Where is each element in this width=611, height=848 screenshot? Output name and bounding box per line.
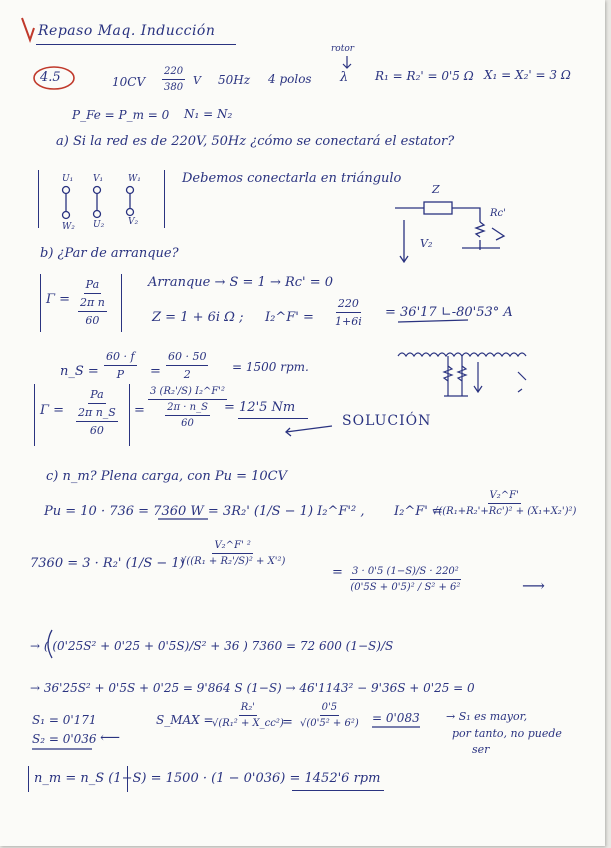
smax-numerator-2: 0'5	[320, 702, 339, 716]
i2-full-lhs: I₂^F' =	[394, 504, 443, 519]
ns-numerator-1: 60 · f	[104, 350, 137, 366]
pu-equation: Pu = 10 · 736 = 7360 W = 3R₂' (1/S − 1) I₂^F'² ,	[44, 504, 365, 519]
smax-lhs: S_MAX =	[156, 713, 214, 727]
ratio-denominator: 380	[164, 82, 184, 93]
ns-lhs: n_S =	[60, 364, 99, 379]
continue-arrow: ⟶	[522, 576, 545, 595]
i2-full-numerator: V₂^F'	[488, 490, 521, 504]
equals-sign-2: =	[134, 403, 145, 418]
smax-denominator-2: √(0'5² + 6²)	[300, 718, 359, 729]
equals-sign-3: =	[332, 565, 343, 580]
eq1-numerator: V₂^F' ²	[212, 540, 252, 554]
terminal-v2: V₂	[128, 217, 139, 227]
torque3-denominator: 2π · n_S	[165, 400, 210, 416]
ratio-numerator: 220	[162, 66, 185, 80]
impedance-expr: Z = 1 + 6i Ω ;	[152, 310, 244, 325]
ns-denominator-1: P	[116, 368, 124, 381]
terminal-board-icon	[63, 187, 134, 219]
coil-circuit-icon	[398, 353, 526, 396]
equals-sign-4: =	[282, 715, 293, 730]
final-result: n_m = n_S (1−S) = 1500 · (1 − 0'036) = 1452'6 rpm	[34, 771, 381, 786]
reactances: X₁ = X₂' = 3 Ω	[484, 68, 571, 82]
part-a-question: a) Si la red es de 220V, 50Hz ¿cómo se conectará el estator?	[56, 134, 455, 149]
terminal-w1: W₁	[128, 174, 141, 184]
smax-denominator-1: √(R₁² + X_cc²)	[212, 718, 284, 729]
rotor-note: rotor	[331, 44, 355, 54]
i2-full-denominator: √((R₁+R₂'+Rc')² + (X₁+X₂')²)	[432, 506, 577, 517]
i2-underline	[398, 320, 468, 322]
s1-value: S₁ = 0'171	[32, 713, 97, 727]
turns-ratio: N₁ = N₂	[184, 107, 233, 121]
eq1-rhs-numerator: 3 · 0'5 (1−S)/S · 220²	[350, 566, 461, 580]
solucion-label: SOLUCIÓN	[342, 413, 432, 429]
torque2-denominator: 2π n_S	[76, 404, 118, 422]
part-b-question: b) ¿Par de arranque?	[40, 246, 179, 261]
torque-result: = 12'5 Nm	[224, 400, 296, 415]
problem-circle	[34, 67, 74, 89]
eq1-rhs-denominator: (0'5S + 0'5)² / S² + 6²	[350, 582, 461, 593]
terminal-u2: U₂	[93, 220, 105, 230]
power-rating: 10CV	[112, 75, 146, 89]
resistances: R₁ = R₂' = 0'5 Ω	[375, 69, 474, 83]
torque3-numerator: 3 (R₂'/S) I₂^F'²	[148, 386, 227, 400]
torque-lhs-2: Γ =	[40, 403, 65, 418]
torque-denominator: 2π n	[78, 294, 107, 312]
arranque-condition: Arranque → S = 1 → Rc' = 0	[148, 275, 334, 290]
eq3: → 36'25S² + 0'5S + 0'25 = 9'864 S (1−S) → 46'1143² − 9'36S + 0'25 = 0	[30, 681, 475, 695]
ns-denominator-2: 2	[183, 368, 191, 381]
eq1-lhs: 7360 = 3 · R₂' (1/S − 1)	[30, 556, 185, 571]
solution-arrow-icon	[286, 426, 332, 436]
circuit-v2-label: V₂	[420, 237, 433, 250]
s2-arrow: ⟵	[100, 730, 121, 746]
torque2-denominator-60: 60	[89, 424, 104, 437]
page-title: Repaso Maq. Inducción	[38, 23, 216, 39]
problem-number: 4.5	[40, 70, 61, 85]
note-line-1: → S₁ es mayor,	[446, 710, 528, 723]
torque-denominator-60: 60	[85, 314, 100, 327]
torque2-numerator: Pa	[88, 388, 105, 404]
s2-value: S₂ = 0'036	[32, 732, 97, 746]
part-c-question: c) n_m? Plena carga, con Pu = 10CV	[46, 469, 287, 484]
i2-denominator: 1+6i	[335, 315, 362, 328]
i2-result: = 36'17 ∟-80'53° A	[385, 305, 513, 320]
terminal-u1: U₁	[62, 174, 74, 184]
note-line-2: por tanto, no puede	[452, 727, 562, 740]
torque-lhs: Γ =	[46, 292, 71, 307]
connection-lambda: λ	[340, 70, 349, 85]
smax-numerator-1: R₂'	[239, 702, 257, 716]
frequency: 50Hz	[218, 73, 251, 87]
part-a-answer: Debemos conectarla en triángulo	[182, 171, 402, 186]
eq2: → ( (0'25S² + 0'25 + 0'5S)/S² + 36 ) 7360 = 72 600 (1−S)/S	[30, 639, 394, 653]
circuit-rc-label: Rc'	[490, 208, 506, 219]
rotor-arrow-icon	[343, 56, 351, 68]
eq1-denominator: √((R₁ + R₂'/S)² + X'²)	[180, 556, 286, 567]
torque3-denominator-60: 60	[181, 418, 194, 429]
torque-numerator: Pa	[84, 278, 101, 294]
poles: 4 polos	[268, 72, 312, 86]
ns-result: = 1500 rpm.	[232, 360, 309, 374]
ratio-unit: V	[193, 74, 201, 87]
i2-lhs: I₂^F' =	[265, 310, 314, 325]
left-paren	[48, 630, 52, 658]
smax-result: = 0'083	[372, 711, 420, 725]
circuit-z-label: Z	[432, 183, 440, 196]
note-line-3: ser	[472, 743, 490, 756]
equivalent-circuit-icon	[370, 196, 520, 270]
ns-numerator-2: 60 · 50	[166, 350, 208, 366]
i2-numerator: 220	[336, 297, 361, 313]
terminal-w2: W₂	[62, 222, 75, 232]
terminal-v1: V₁	[93, 174, 104, 184]
equals-sign-1: =	[150, 364, 161, 379]
losses: P_Fe = P_m = 0	[72, 108, 170, 122]
red-check-icon	[22, 18, 34, 40]
